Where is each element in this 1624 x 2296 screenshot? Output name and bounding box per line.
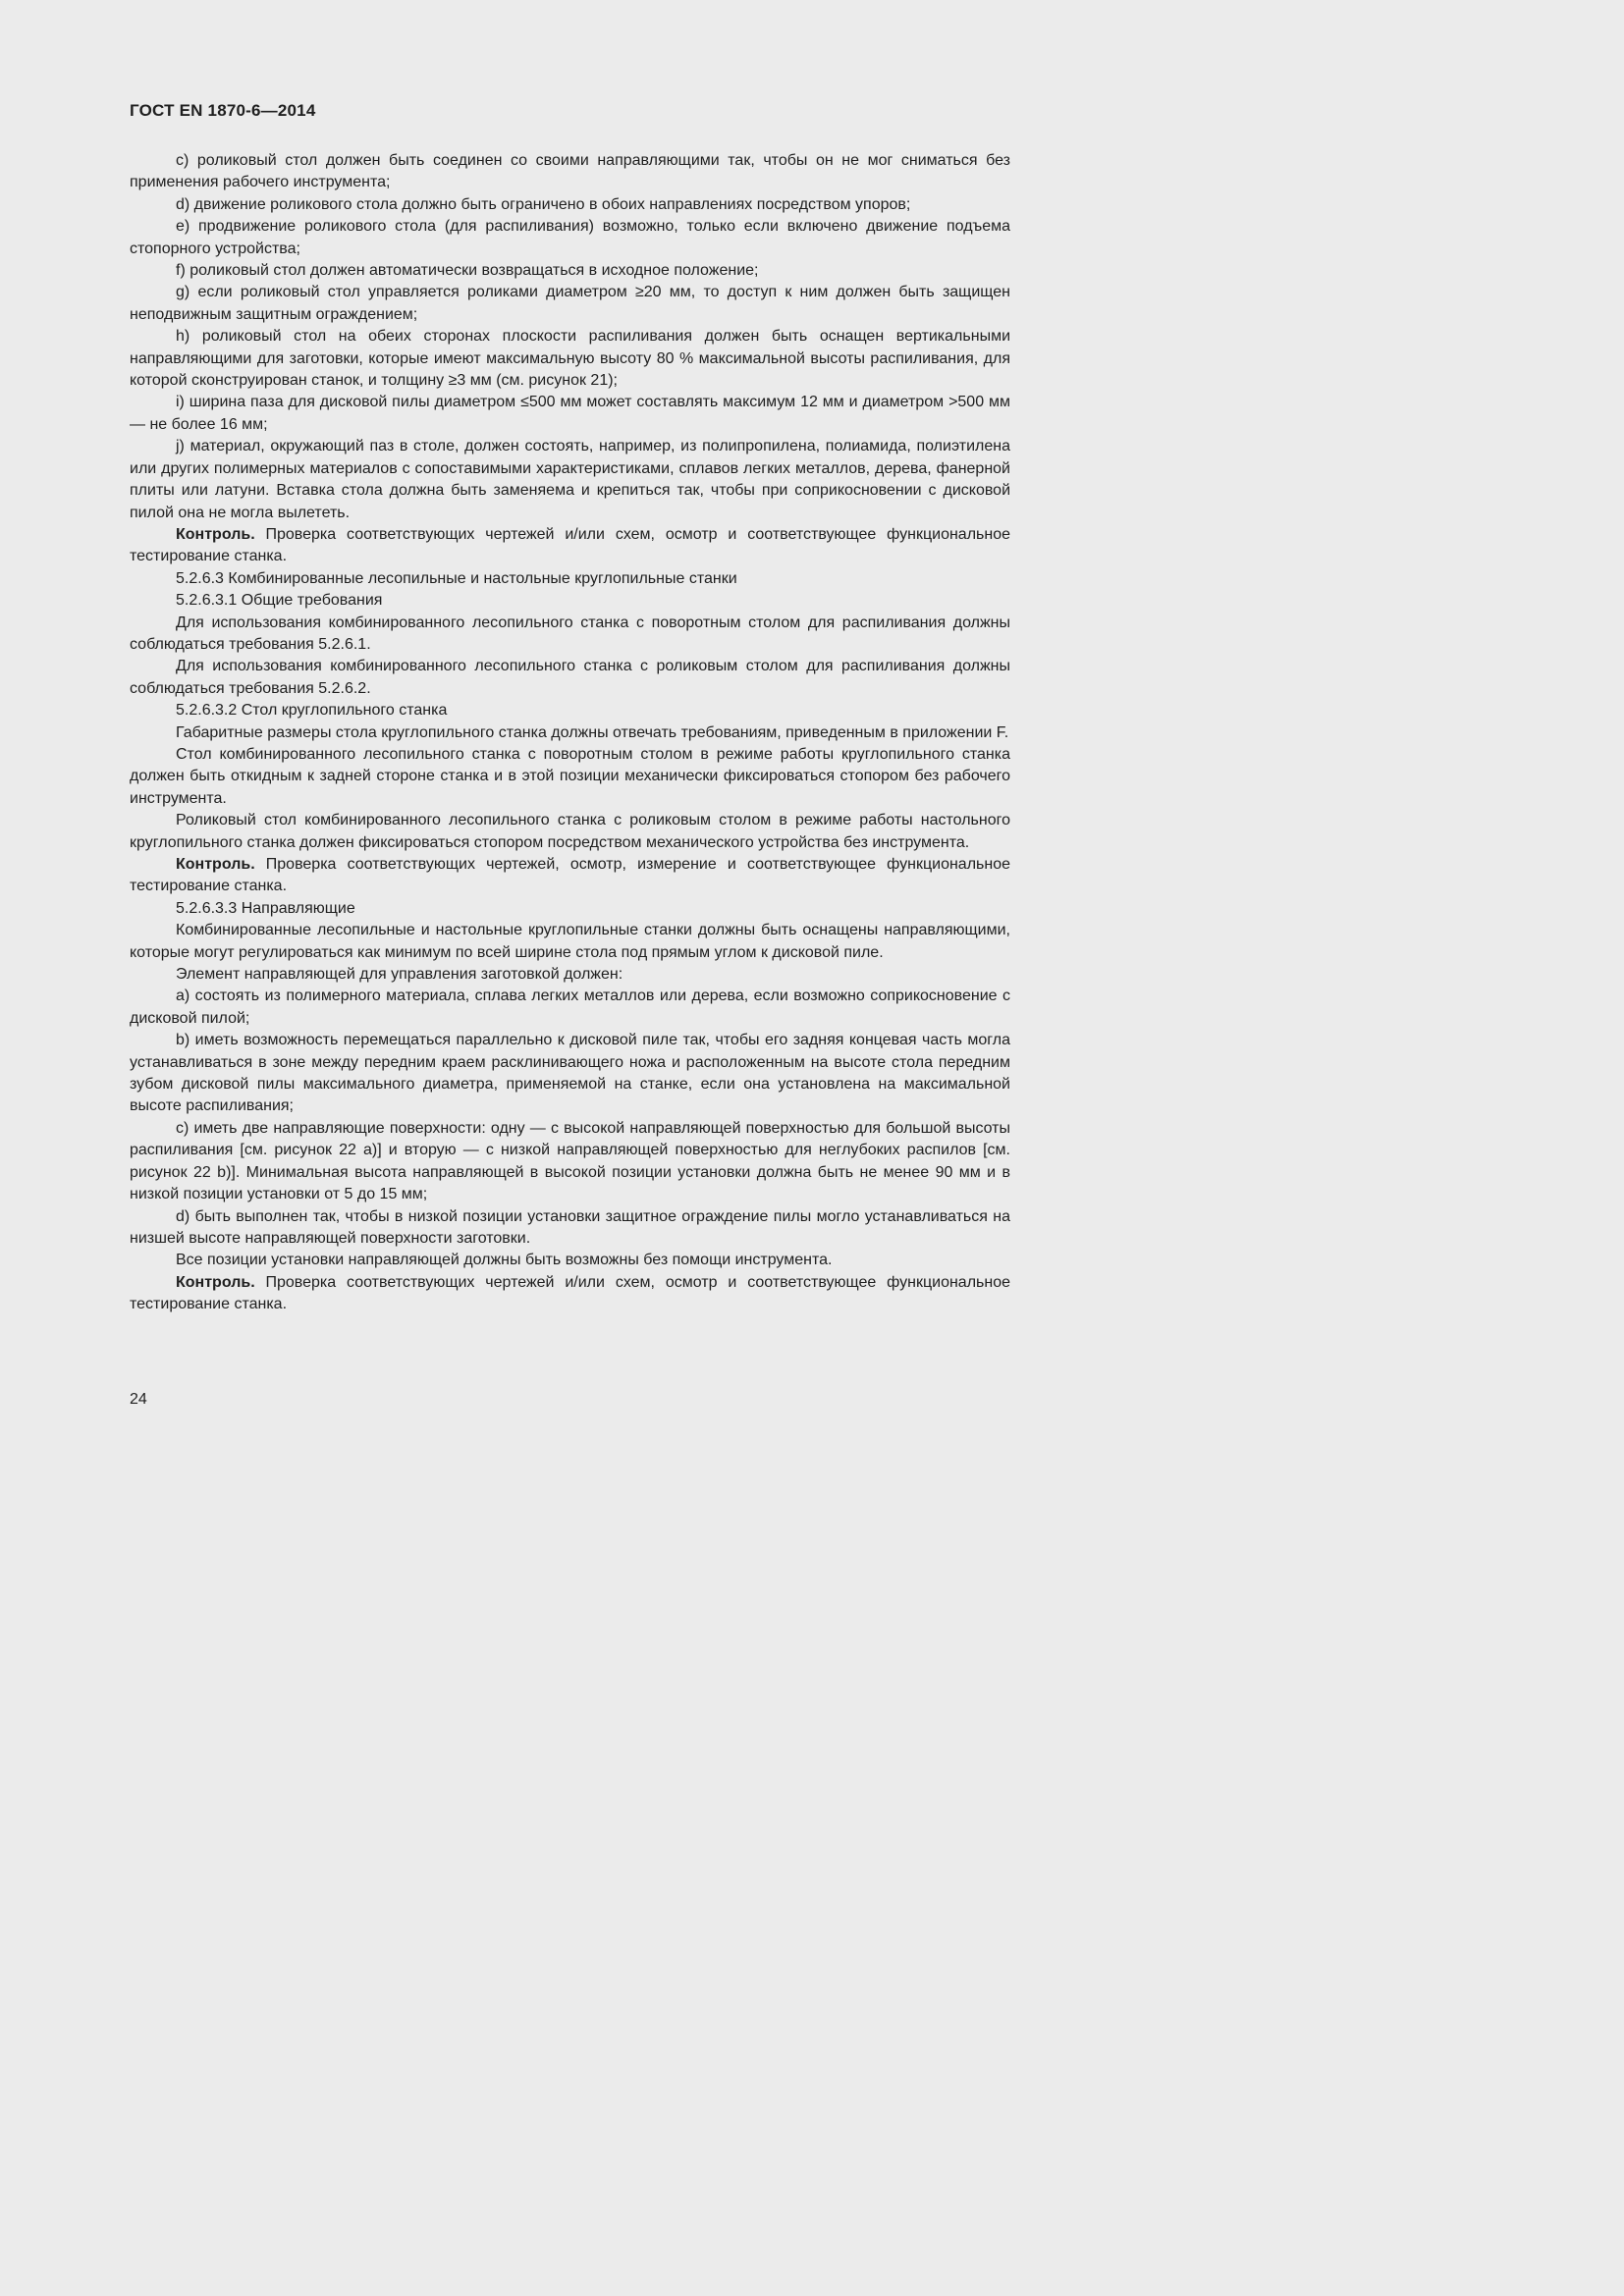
paragraph-text: c) иметь две направляющие поверхности: одну — с высокой направляющей поверхностью для большой высоты распиливания [см. рисунок 22 a)] и вторую — с низкой направляющей поверхностью для неглубоких распилов [см. рисунок 22 b)]. Минимальная высота направляющей в высокой позиции установки должна быть не менее 90 мм и в низкой позиции установки от 5 до 15 мм; xyxy=(130,1119,1010,1203)
paragraph-text: Для использования комбинированного лесопильного станка с роликовым столом для распиливания должны соблюдаться требования 5.2.6.2. xyxy=(130,658,1010,697)
paragraph xyxy=(130,920,1010,964)
paragraph-text: b) иметь возможность перемещаться параллельно к дисковой пиле так, чтобы его задняя концевая часть могла устанавливаться в зоне между передним краем расклинивающего ножа и расположенным на высоте стола передним зубом дисковой пилы максимального диаметра, применяемой на станке, если она установлена на максимальной высоте распиливания; xyxy=(130,1032,1010,1115)
paragraph-text: Для использования комбинированного лесопильного станка с поворотным столом для распиливания должны соблюдаться требования 5.2.6.1. xyxy=(130,614,1010,653)
paragraph-text: a) состоять из полимерного материала, сплава легких металлов или дерева, если возможно соприкосновение с дисковой пилой; xyxy=(130,988,1010,1027)
subsection-heading xyxy=(130,700,1010,721)
paragraph-text: h) роликовый стол на обеих сторонах плоскости распиливания должен быть оснащен вертикальными направляющими для заготовки, которые имеют максимальную высоту 80 % максимальной высоты распиливания, для которой сконструирован станок, и толщину ≥3 мм (см. рисунок 21); xyxy=(130,328,1010,390)
document-header: ГОСТ EN 1870-6—2014 xyxy=(130,101,316,120)
control-label: Контроль. xyxy=(176,856,255,873)
control-paragraph xyxy=(130,1272,1010,1316)
paragraph xyxy=(130,216,1010,260)
paragraph xyxy=(130,392,1010,436)
subsection-heading-text: 5.2.6.3.1 Общие требования xyxy=(176,592,383,610)
section-heading-text: 5.2.6.3 Комбинированные лесопильные и настольные круглопильные станки xyxy=(176,569,737,587)
control-paragraph xyxy=(130,854,1010,898)
paragraph xyxy=(130,964,1010,986)
control-label: Контроль. xyxy=(176,1273,255,1291)
paragraph-text: d) быть выполнен так, чтобы в низкой позиции установки защитное ограждение пилы могло устанавливаться на низшей высоте направляющей поверхности заготовки. xyxy=(130,1207,1010,1247)
paragraph xyxy=(130,744,1010,810)
paragraph xyxy=(130,436,1010,524)
paragraph-text: d) движение роликового стола должно быть ограничено в обоих направлениях посредством упоров; xyxy=(176,195,911,213)
paragraph xyxy=(130,260,1010,282)
paragraph-text: Проверка соответствующих чертежей и/или схем, осмотр и соответствующее функциональное тестирование станка. xyxy=(130,525,1010,565)
paragraph xyxy=(130,1118,1010,1206)
control-paragraph xyxy=(130,524,1010,568)
paragraph xyxy=(130,1250,1010,1271)
page-number: 24 xyxy=(130,1391,147,1408)
paragraph-text: f) роликовый стол должен автоматически возвращаться в исходное положение; xyxy=(176,262,759,280)
subsection-heading xyxy=(130,898,1010,920)
paragraph-text: Все позиции установки направляющей должны быть возможны без помощи инструмента. xyxy=(176,1252,833,1269)
paragraph xyxy=(130,194,1010,216)
section-heading xyxy=(130,568,1010,590)
control-label: Контроль. xyxy=(176,525,255,543)
paragraph xyxy=(130,1206,1010,1251)
paragraph-text: Стол комбинированного лесопильного станка с поворотным столом в режиме работы круглопильного станка должен быть откидным к задней стороне станка и в этой позиции механически фиксироваться стопором без рабочего инструмента. xyxy=(130,745,1010,807)
paragraph-text: j) материал, окружающий паз в столе, должен состоять, например, из полипропилена, полиамида, полиэтилена или других полимерных материалов с сопоставимыми характеристиками, сплавов легких металлов, дерева, фанерной плиты или латуни. Вставка стола должна быть заменяема и крепиться так, чтобы при соприкосновении с дисковой пилой она не могла вылететь. xyxy=(130,438,1010,521)
paragraph xyxy=(130,1030,1010,1118)
paragraph xyxy=(130,282,1010,326)
subsection-heading xyxy=(130,590,1010,612)
paragraph-text: Элемент направляющей для управления заготовкой должен: xyxy=(176,966,623,984)
paragraph-text: Комбинированные лесопильные и настольные круглопильные станки должны быть оснащены направляющими, которые могут регулироваться как минимум по всей ширине стола под прямым углом к дисковой пиле. xyxy=(130,922,1010,961)
paragraph-text: Габаритные размеры стола круглопильного станка должны отвечать требованиям, приведенным в приложении F. xyxy=(176,723,1009,741)
paragraph-text: Проверка соответствующих чертежей, осмотр, измерение и соответствующее функциональное тестирование станка. xyxy=(130,856,1010,895)
paragraph-text: g) если роликовый стол управляется роликами диаметром ≥20 мм, то доступ к ним должен быть защищен неподвижным защитным ограждением; xyxy=(130,284,1010,323)
paragraph-text: i) ширина паза для дисковой пилы диаметром ≤500 мм может составлять максимум 12 мм и диаметром >500 мм — не более 16 мм; xyxy=(130,394,1010,433)
subsection-heading-text: 5.2.6.3.2 Стол круглопильного станка xyxy=(176,702,448,720)
paragraph xyxy=(130,656,1010,700)
paragraph xyxy=(130,613,1010,657)
paragraph xyxy=(130,150,1010,194)
subsection-heading-text: 5.2.6.3.3 Направляющие xyxy=(176,899,355,917)
paragraph-text: c) роликовый стол должен быть соединен со своими направляющими так, чтобы он не мог сниматься без применения рабочего инструмента; xyxy=(130,152,1010,191)
paragraph xyxy=(130,810,1010,854)
paragraph xyxy=(130,986,1010,1030)
paragraph xyxy=(130,326,1010,392)
paragraph-text: e) продвижение роликового стола (для распиливания) возможно, только если включено движение подъема стопорного устройства; xyxy=(130,218,1010,257)
paragraph-text: Проверка соответствующих чертежей и/или схем, осмотр и соответствующее функциональное тестирование станка. xyxy=(130,1273,1010,1313)
document-body xyxy=(130,150,1010,1316)
paragraph xyxy=(130,722,1010,744)
paragraph-text: Роликовый стол комбинированного лесопильного станка с роликовым столом в режиме работы настольного круглопильного станка должен фиксироваться стопором посредством механического устройства без инструмента. xyxy=(130,812,1010,851)
